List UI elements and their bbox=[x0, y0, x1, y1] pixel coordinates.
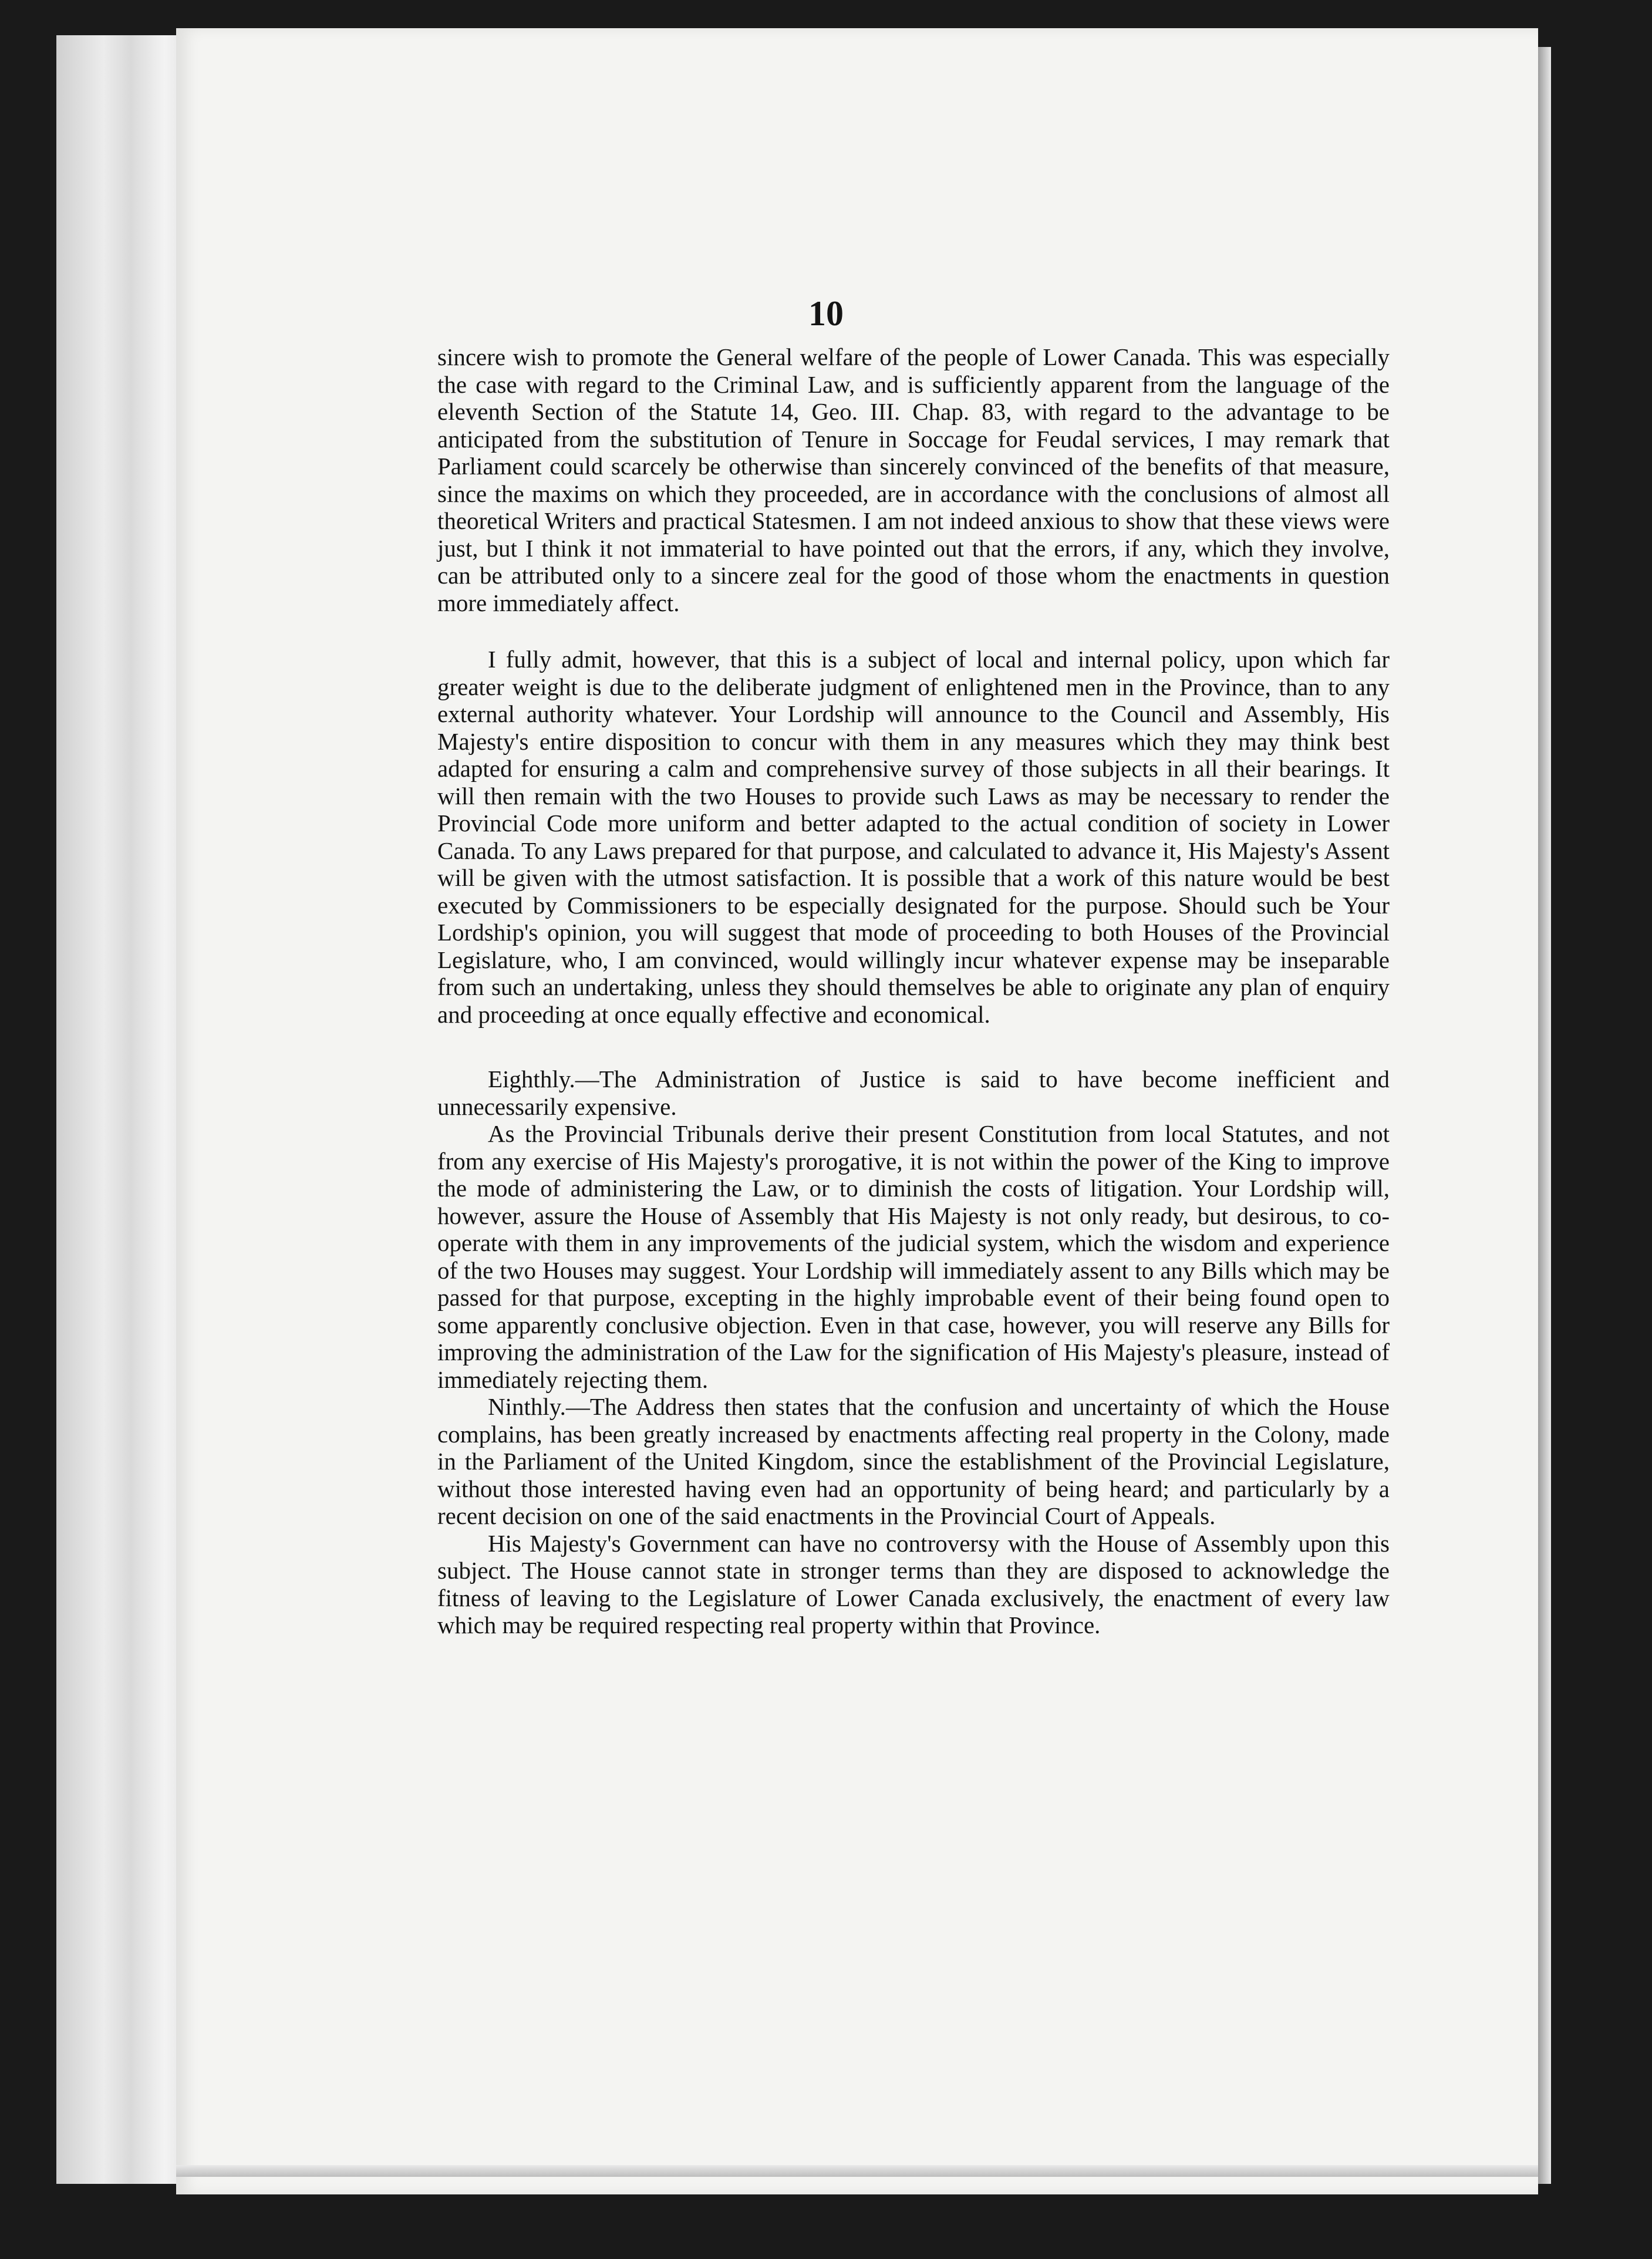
paragraph-6: His Majesty's Government can have no controversy with the House of Assembly upon this subject. The House cannot state in stronger terms than they are disposed to acknowledge the fitness of leaving to the Legislature of Lower Canada exclusively, the enactment of every law which may be required respecting real property within that Province. bbox=[437, 1529, 1390, 1638]
paragraph-3: Eighthly.—The Administration of Justice is said to have become inefficient and unnecessarily expensive. bbox=[437, 1066, 1390, 1120]
paragraph-2: I fully admit, however, that this is a subject of local and internal policy, upon which far greater weight is due to the deliberate judgment of enlightened men in the Province, than to any external authority whatever. Your Lordship will announce to the Council and Assembly, His Majesty's entire disposition to concur with them in any measures which they may think best adapted for ensuring a calm and comprehensive survey of those subjects in all their bearings. It will then remain with the two Houses to provide such Laws as may be necessary to render the Provincial Code more uniform and better adapted to the actual condition of society in Lower Canada. To any Laws prepared for that purpose, and calculated to advance it, His Majesty's Assent will be given with the utmost satisfaction. It is possible that a work of this nature would be best executed by Commissioners to be especially designated for the purpose. Should such be Your Lordship's opinion, you will suggest that mode of proceeding to both Houses of the Provincial Legislature, who, I am convinced, would willingly incur whatever expense may be inseparable from such an undertaking, unless they should themselves be able to originate any plan of enquiry and proceeding at once equally effective and economical. bbox=[437, 646, 1390, 1028]
scan-background-strip bbox=[1551, 56, 1652, 2259]
page-right-edge bbox=[1538, 47, 1551, 2184]
page-bottom-edge bbox=[176, 2165, 1538, 2177]
paragraph-1: sincere wish to promote the General welfare of the people of Lower Canada. This was especially the case with regard to the Criminal Law, and is sufficiently apparent from the language of the eleventh Section of the Statute 14, Geo. III. Chap. 83, with regard to the advantage to be anticipated from the substitution of Tenure in Soccage for Feudal services, I may remark that Parliament could scarcely be otherwise than sincerely convinced of the benefits of that measure, since the maxims on which they proceeded, are in accordance with the conclusions of almost all theoretical Writers and practical Statesmen. I am not indeed anxious to show that these views were just, but I think it not immaterial to have pointed out that the errors, if any, which they involve, can be attributed only to a sincere zeal for the good of those whom the enactments in question more immediately affect. bbox=[437, 343, 1390, 616]
page-stack-left-edge bbox=[56, 35, 191, 2184]
body-text bbox=[437, 343, 1390, 1639]
paragraph-4: As the Provincial Tribunals derive their present Constitution from local Statutes, and not from any exercise of His Majesty's prorogative, it is not within the power of the King to improve the mode of administering the Law, or to diminish the costs of litigation. Your Lordship will, however, assure the House of Assembly that His Majesty is not only ready, but desirous, to co-operate with them in any improvements of the judicial system, which the wisdom and experience of the two Houses may suggest. Your Lordship will immediately assent to any Bills which may be passed for that purpose, excepting in the highly improbable event of their being found open to some apparently conclusive objection. Even in that case, however, you will reserve any Bills for improving the administration of the Law for the signification of His Majesty's pleasure, instead of immediately rejecting them. bbox=[437, 1120, 1390, 1393]
paragraph-5: Ninthly.—The Address then states that the confusion and uncertainty of which the House complains, has been greatly increased by enactments affecting real property in the Colony, made in the Parliament of the United Kingdom, since the establishment of the Provincial Legislature, without those interested having even had an opportunity of being heard; and particularly by a recent decision on one of the said enactments in the Provincial Court of Appeals. bbox=[437, 1393, 1390, 1529]
page-number: 10 bbox=[808, 294, 844, 333]
